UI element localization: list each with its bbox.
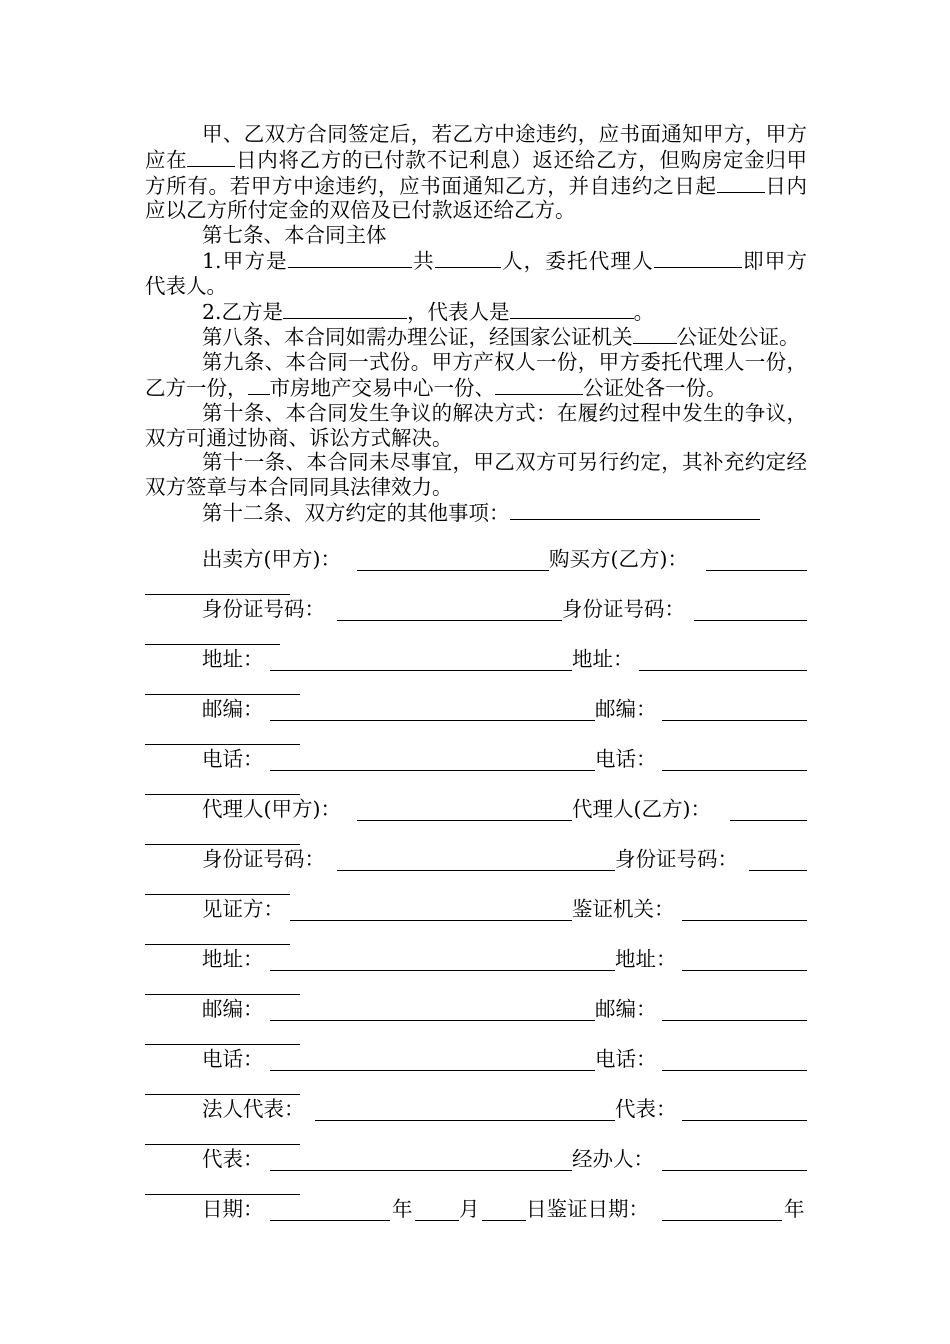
field-row xyxy=(145,696,807,746)
tel-b-line-cont[interactable] xyxy=(145,794,300,795)
witness-line[interactable] xyxy=(290,920,572,921)
handler-label: 经办人： xyxy=(572,1147,654,1171)
article-8 xyxy=(145,324,807,350)
article-11: 第十一条、本合同未尽事宜，甲乙双方可另行约定，其补充约定经双方签章与本合同同具法律效力。 xyxy=(145,450,807,500)
addr-b-label: 地址： xyxy=(572,647,634,671)
zip2-b-line[interactable] xyxy=(662,1020,807,1021)
id-a-line[interactable] xyxy=(337,620,562,621)
clause-text: 2.乙方是 xyxy=(202,299,284,324)
zip-b-line-cont[interactable] xyxy=(145,744,300,745)
clause-text: 共 xyxy=(411,248,435,273)
notary-office-blank[interactable] xyxy=(495,375,583,395)
seller-label: 出卖方(甲方)： xyxy=(202,547,341,571)
legal-rep-label: 法人代表： xyxy=(202,1097,305,1121)
party-a-blank[interactable] xyxy=(288,248,412,268)
party-b-clause xyxy=(145,299,807,325)
agent-id-a-label: 身份证号码： xyxy=(202,847,325,871)
clause-text: 公证处各一份。 xyxy=(583,375,727,400)
rep-a-line[interactable] xyxy=(270,1170,572,1171)
field-row xyxy=(145,646,807,696)
date-month-line[interactable] xyxy=(415,1220,459,1221)
field-row xyxy=(145,596,807,646)
date-label: 日期： xyxy=(202,1197,264,1221)
clause-text: 公证处公证。 xyxy=(676,325,800,350)
field-row xyxy=(145,1146,807,1196)
field-row xyxy=(145,946,807,996)
tel-a-line[interactable] xyxy=(270,770,595,771)
rep-b-label: 代表： xyxy=(615,1097,677,1121)
party-a-clause xyxy=(145,248,807,299)
clause-text: 日内应以乙方所付定金的双倍及已付款返还给乙方。 xyxy=(145,173,808,223)
agent-b-line-cont[interactable] xyxy=(145,844,300,845)
id-b-label: 身份证号码： xyxy=(562,597,685,621)
addr2-b-line[interactable] xyxy=(682,970,807,971)
representative-blank[interactable] xyxy=(510,299,634,319)
tel2-b-label: 电话： xyxy=(595,1047,657,1071)
id-b-line[interactable] xyxy=(694,620,807,621)
zip-b-line[interactable] xyxy=(662,720,807,721)
handler-line-cont[interactable] xyxy=(145,1194,300,1195)
clause-text: 1.甲方是 xyxy=(202,248,288,273)
year2-label: 年 xyxy=(784,1197,805,1221)
authority-line[interactable] xyxy=(682,920,807,921)
buyer-line[interactable] xyxy=(706,570,807,571)
clause-text: 市房地产交易中心一份、 xyxy=(269,375,495,400)
zip-a-line[interactable] xyxy=(270,720,595,721)
date-year-line[interactable] xyxy=(270,1220,390,1221)
addr2-b-label: 地址： xyxy=(615,947,677,971)
auth-date-label: 日鉴证日期： xyxy=(526,1197,649,1221)
field-row xyxy=(145,996,807,1046)
addr2-b-line-cont[interactable] xyxy=(145,994,300,995)
agent-id-a-line[interactable] xyxy=(337,870,615,871)
zip2-a-line[interactable] xyxy=(270,1020,595,1021)
clause-text: 日内将乙方的已付款不记利息）返还给乙方，但购房定金归甲方所有。若甲方中途违约，应书面通知乙方，并自违约之日起 xyxy=(145,147,808,198)
date-day-line[interactable] xyxy=(482,1220,526,1221)
clause-text: 甲、乙双方合同签定后，若乙方中途违约，应书面通知甲方，甲方应在 xyxy=(145,122,807,172)
article-7-title: 第七条、本合同主体 xyxy=(202,223,387,248)
clause-text: 。 xyxy=(633,299,655,324)
tel2-a-label: 电话： xyxy=(202,1047,264,1071)
authority-label: 鉴证机关： xyxy=(572,897,675,921)
rep-b-line-cont[interactable] xyxy=(145,1144,300,1145)
tel-b-label: 电话： xyxy=(595,747,657,771)
buyer-label: 购买方(乙方)： xyxy=(549,547,688,571)
legal-rep-line[interactable] xyxy=(315,1120,615,1121)
id-a-label: 身份证号码： xyxy=(202,597,325,621)
days-blank[interactable] xyxy=(717,173,765,193)
party-b-blank[interactable] xyxy=(283,299,407,319)
authority-line-cont[interactable] xyxy=(145,944,290,945)
agent-a-line[interactable] xyxy=(357,820,572,821)
field-row xyxy=(145,746,807,796)
tel2-b-line[interactable] xyxy=(662,1070,807,1071)
agent-id-b-line-cont[interactable] xyxy=(145,894,290,895)
witness-label: 见证方： xyxy=(202,897,284,921)
clause-text: 第九条、本合同一式份。甲方产权人一份，甲方委托代理人一份，乙方一份， xyxy=(145,350,807,400)
field-row xyxy=(145,896,807,946)
signature-section xyxy=(145,546,807,1246)
auth-year-line[interactable] xyxy=(662,1220,782,1221)
count-blank[interactable] xyxy=(435,248,501,268)
days-blank[interactable] xyxy=(187,147,235,167)
zip2-b-line-cont[interactable] xyxy=(145,1044,300,1045)
addr-b-line-cont[interactable] xyxy=(145,694,300,695)
breach-clause xyxy=(145,122,807,223)
other-matters-blank[interactable] xyxy=(510,500,760,520)
agent-id-b-line[interactable] xyxy=(749,870,807,871)
agent-a-label: 代理人(甲方)： xyxy=(202,797,341,821)
rep-a-label: 代表： xyxy=(202,1147,264,1171)
field-row xyxy=(145,846,807,896)
addr-a-label: 地址： xyxy=(202,647,264,671)
rep-b-line[interactable] xyxy=(682,1120,807,1121)
clause-text: ，代表人是 xyxy=(407,299,510,324)
zip-a-label: 邮编： xyxy=(202,697,264,721)
agent-b-label: 代理人(乙方)： xyxy=(572,797,711,821)
field-row xyxy=(145,1096,807,1146)
agent-id-b-label: 身份证号码： xyxy=(615,847,738,871)
article-12 xyxy=(145,500,807,526)
zip-b-label: 邮编： xyxy=(595,697,657,721)
contract-body xyxy=(145,122,807,526)
year-label: 年 xyxy=(392,1197,413,1221)
article-10: 第十条、本合同发生争议的解决方式：在履约过程中发生的争议，双方可通过协商、诉讼方式解决。 xyxy=(145,400,807,450)
clause-text: 第八条、本合同如需办理公证，经国家公证机关 xyxy=(202,325,633,350)
tel-a-label: 电话： xyxy=(202,747,264,771)
month-label: 月 xyxy=(459,1197,480,1221)
article-9 xyxy=(145,350,807,401)
field-row xyxy=(145,796,807,846)
clause-text: 即甲方代表人。 xyxy=(145,248,808,298)
id-b-line-cont[interactable] xyxy=(145,644,280,645)
seller-line[interactable] xyxy=(357,570,549,571)
field-row xyxy=(145,546,807,596)
tel2-b-line-cont[interactable] xyxy=(145,1094,300,1095)
agent-b-line[interactable] xyxy=(730,820,807,821)
addr2-a-label: 地址： xyxy=(202,947,264,971)
tel-b-line[interactable] xyxy=(662,770,807,771)
zip2-a-label: 邮编： xyxy=(202,997,264,1021)
field-row xyxy=(145,1046,807,1096)
clause-text: 人，委托代理人 xyxy=(500,248,654,273)
clause-text: 第十二条、双方约定的其他事项： xyxy=(202,500,510,525)
buyer-line-cont[interactable] xyxy=(145,594,290,595)
tel2-a-line[interactable] xyxy=(270,1070,595,1071)
agent-blank[interactable] xyxy=(654,248,742,268)
addr2-a-line[interactable] xyxy=(270,970,615,971)
addr-b-line[interactable] xyxy=(639,670,807,671)
field-row xyxy=(145,1196,807,1246)
notary-blank[interactable] xyxy=(633,324,677,344)
handler-line[interactable] xyxy=(662,1170,807,1171)
city-blank[interactable] xyxy=(248,375,270,395)
zip2-b-label: 邮编： xyxy=(595,997,657,1021)
addr-a-line[interactable] xyxy=(270,670,572,671)
